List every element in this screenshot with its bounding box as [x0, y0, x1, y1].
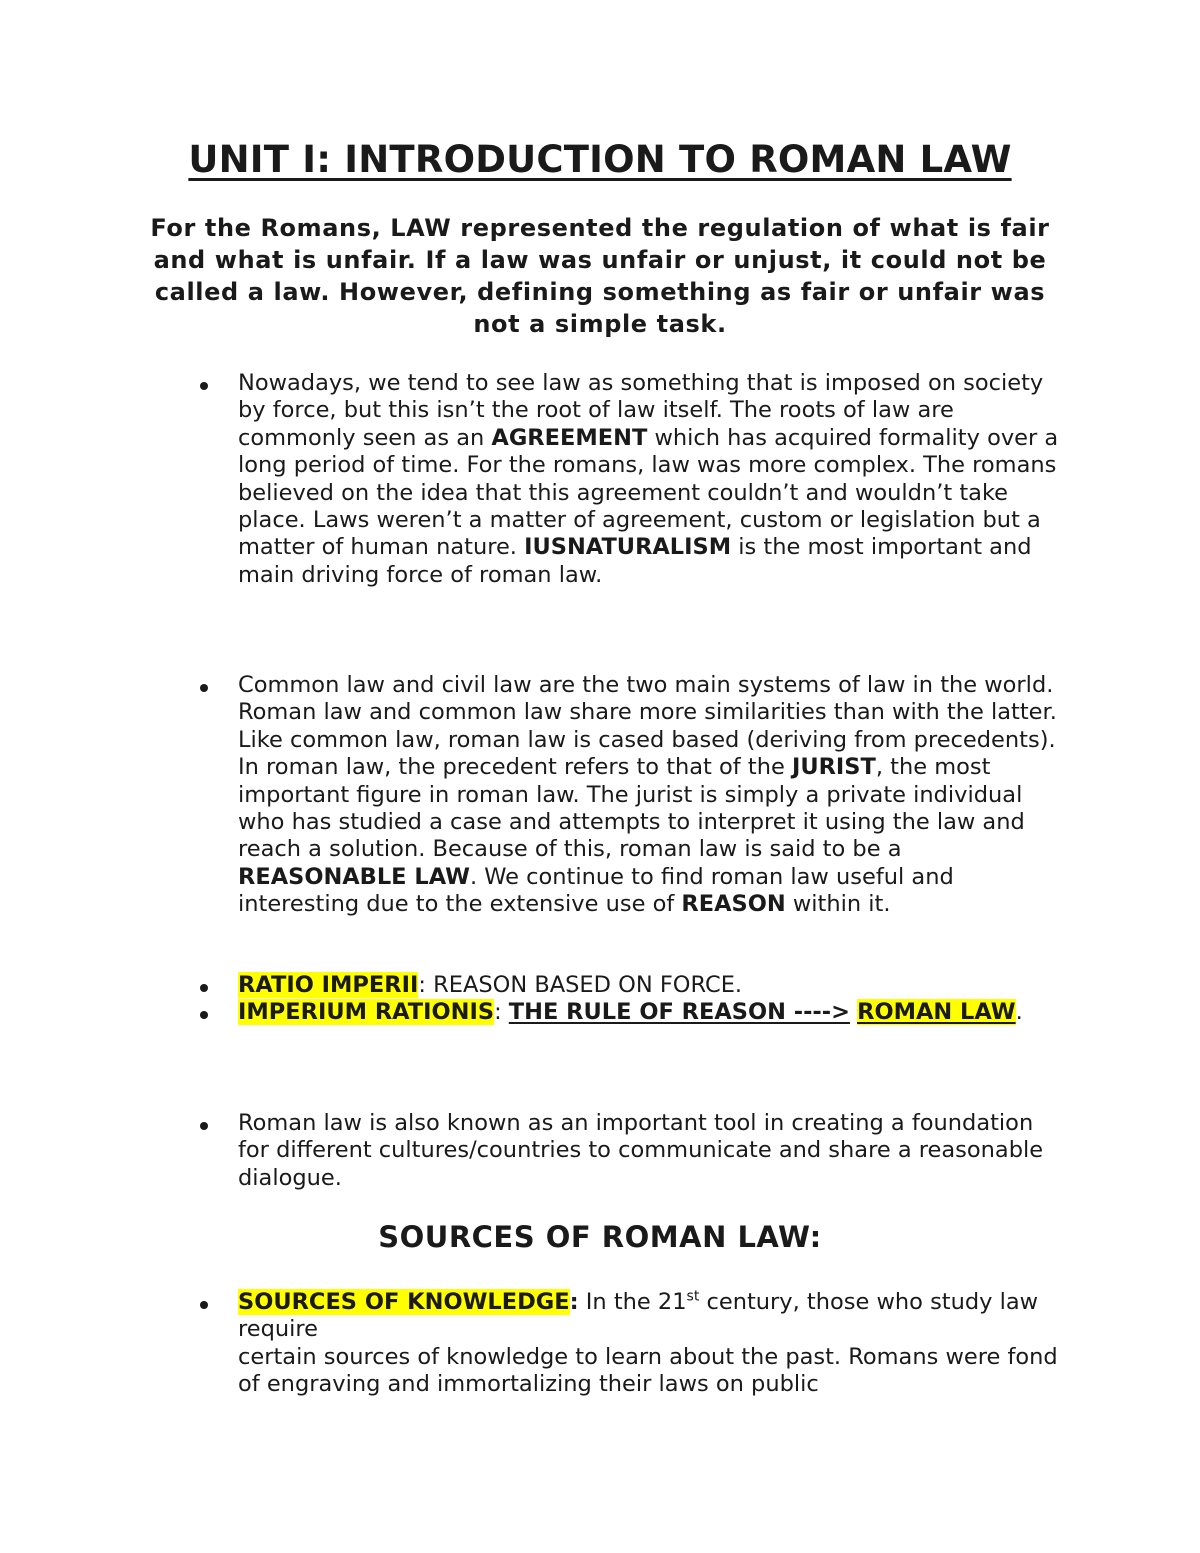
list-item: Common law and civil law are the two main systems of law in the world. Roman law and common law share more similarities than with the latter. Like common law, roman law is cased based (deriving from precedents). In roman law, the precedent refers to that of the JURIST, the most important figure in roman law. The jurist is simply a private individual who has studied a case and attempts to interpret it using the law and reach a solution. Because of this, roman law is said to be a REASONABLE LAW. We continue to find roman law useful and interesting due to the extensive use of REASON within it. — [200, 672, 1060, 919]
underlined-term: THE RULE OF REASON ----> — [508, 999, 850, 1026]
list-item: Roman law is also known as an important tool in creating a foundation for different cultures/countries to communicate and share a reasonable dialogue. — [200, 1110, 1060, 1192]
bullet-list-3 — [200, 972, 1060, 1027]
bold-term: IUSNATURALISM — [524, 534, 732, 561]
bullet-icon — [200, 684, 208, 692]
bullet-list-1 — [200, 370, 1060, 589]
bullet-icon — [200, 382, 208, 390]
section-title: SOURCES OF ROMAN LAW: — [378, 1220, 822, 1254]
page-title: UNIT I: INTRODUCTION TO ROMAN LAW — [188, 138, 1012, 181]
bullet-list-5 — [200, 1289, 1060, 1399]
list-item: RATIO IMPERII: REASON BASED ON FORCE. — [200, 972, 1060, 999]
bullet-icon — [200, 1011, 208, 1019]
list-item: IMPERIUM RATIONIS: THE RULE OF REASON ----> ROMAN LAW. — [200, 999, 1060, 1026]
bold-term: REASONABLE LAW — [238, 863, 470, 890]
bold-term: REASON — [681, 891, 786, 918]
list-item: SOURCES OF KNOWLEDGE: In the 21st century, those who study law require certain sources of knowledge to learn about the past. Romans were fond of engraving and immortalizing their laws on public — [200, 1289, 1060, 1399]
highlighted-term: ROMAN LAW — [857, 999, 1016, 1026]
bullet-list-2 — [200, 672, 1060, 919]
highlighted-term: SOURCES OF KNOWLEDGE — [238, 1289, 570, 1315]
list-item: Nowadays, we tend to see law as something that is imposed on society by force, but this isn’t the root of law itself. The roots of law are commonly seen as an AGREEMENT which has acquired formality over a long period of time. For the romans, law was more complex. The romans believed on the idea that this agreement couldn’t and wouldn’t take place. Laws weren’t a matter of agreement, custom or legislation but a matter of human nature. IUSNATURALISM is the most important and main driving force of roman law. — [200, 370, 1060, 589]
highlighted-term: RATIO IMPERII — [238, 972, 419, 998]
bullet-icon — [200, 1122, 208, 1130]
bold-term: JURIST — [791, 754, 876, 781]
highlighted-term: IMPERIUM RATIONIS — [238, 999, 495, 1026]
bullet-icon — [200, 1301, 208, 1309]
intro-paragraph: For the Romans, LAW represented the regulation of what is fair and what is unfair. If a law was unfair or unjust, it could not be called a law. However, defining something as fair or unfair was not a simple task. — [150, 214, 1050, 338]
bullet-icon — [200, 984, 208, 992]
bullet-list-4 — [200, 1110, 1060, 1192]
bold-term: AGREEMENT — [491, 424, 648, 451]
